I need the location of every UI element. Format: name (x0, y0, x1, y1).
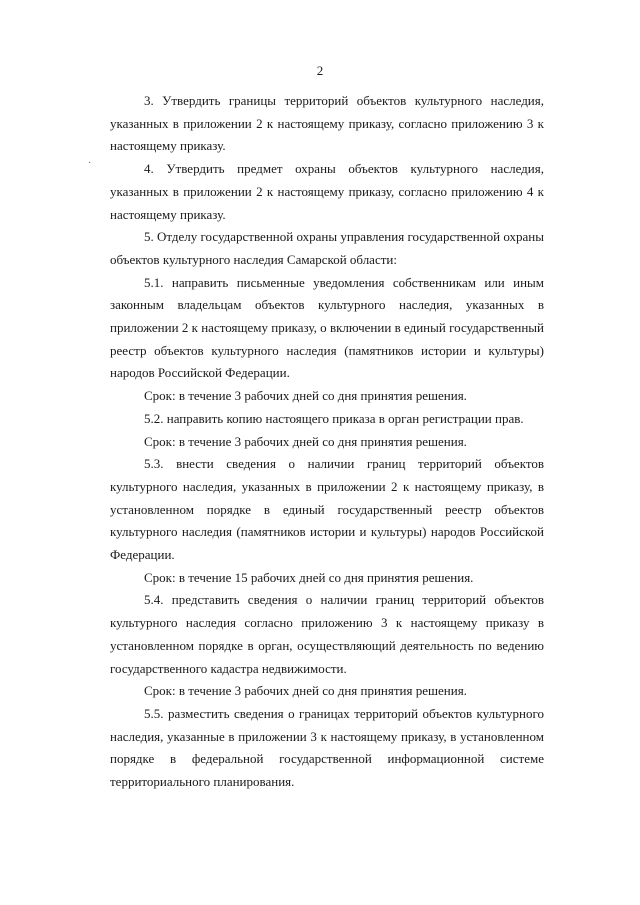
page-number: 2 (316, 63, 324, 78)
paragraph-item-5-1: 5.1. направить письменные уведомления собственникам или иным законным владельцам объектов культурного наследия, указанных в приложении 2 к настоящему приказу, о включении в единый государственный реестр объектов культурного наследия (памятников истории и культуры) народов Российской Федерации. (110, 274, 544, 381)
deadline-5-1: Срок: в течение 3 рабочих дней со дня принятия решения. (144, 388, 467, 404)
deadline-5-4: Срок: в течение 3 рабочих дней со дня принятия решения. (144, 683, 467, 699)
paragraph-item-4: 4. Утвердить предмет охраны объектов культурного наследия, указанных в приложении 2 к настоящему приказу, согласно приложению 4 к настоящему приказу. (110, 161, 544, 222)
deadline-5-2: Срок: в течение 3 рабочих дней со дня принятия решения. (144, 433, 467, 449)
paragraph-item-5-2: 5.2. направить копию настоящего приказа в орган регистрации прав. (144, 410, 524, 426)
margin-mark: · (88, 158, 92, 169)
paragraph-item-5-3: 5.3. внести сведения о наличии границ территорий объектов культурного наследия, указанных в приложении 2 к настоящему приказу, в установленном порядке в единый государственный реестр объектов культурного наследия (памятников истории и культуры) народов Российской Федерации. (110, 456, 544, 563)
paragraph-item-5-5: 5.5. разместить сведения о границах территорий объектов культурного наследия, указанные в приложении 3 к настоящему приказу, в установленном порядке в федеральной государственной информационной системе территориального планирования. (110, 705, 544, 790)
paragraph-item-5: 5. Отделу государственной охраны управления государственной охраны объектов культурного наследия Самарской области: (110, 229, 544, 267)
paragraph-item-5-4: 5.4. представить сведения о наличии границ территорий объектов культурного наследия согласно приложению 3 к настоящему приказу в установленном порядке в орган, осуществляющий деятельность по ведению государственного кадастра недвижимости. (110, 592, 544, 676)
deadline-5-3: Срок: в течение 15 рабочих дней со дня принятия решения. (144, 569, 474, 585)
paragraph-item-3: 3. Утвердить границы территорий объектов культурного наследия, указанных в приложении 2 к настоящему приказу, согласно приложению 3 к настоящему приказу. (110, 93, 544, 154)
document-body (110, 90, 544, 794)
